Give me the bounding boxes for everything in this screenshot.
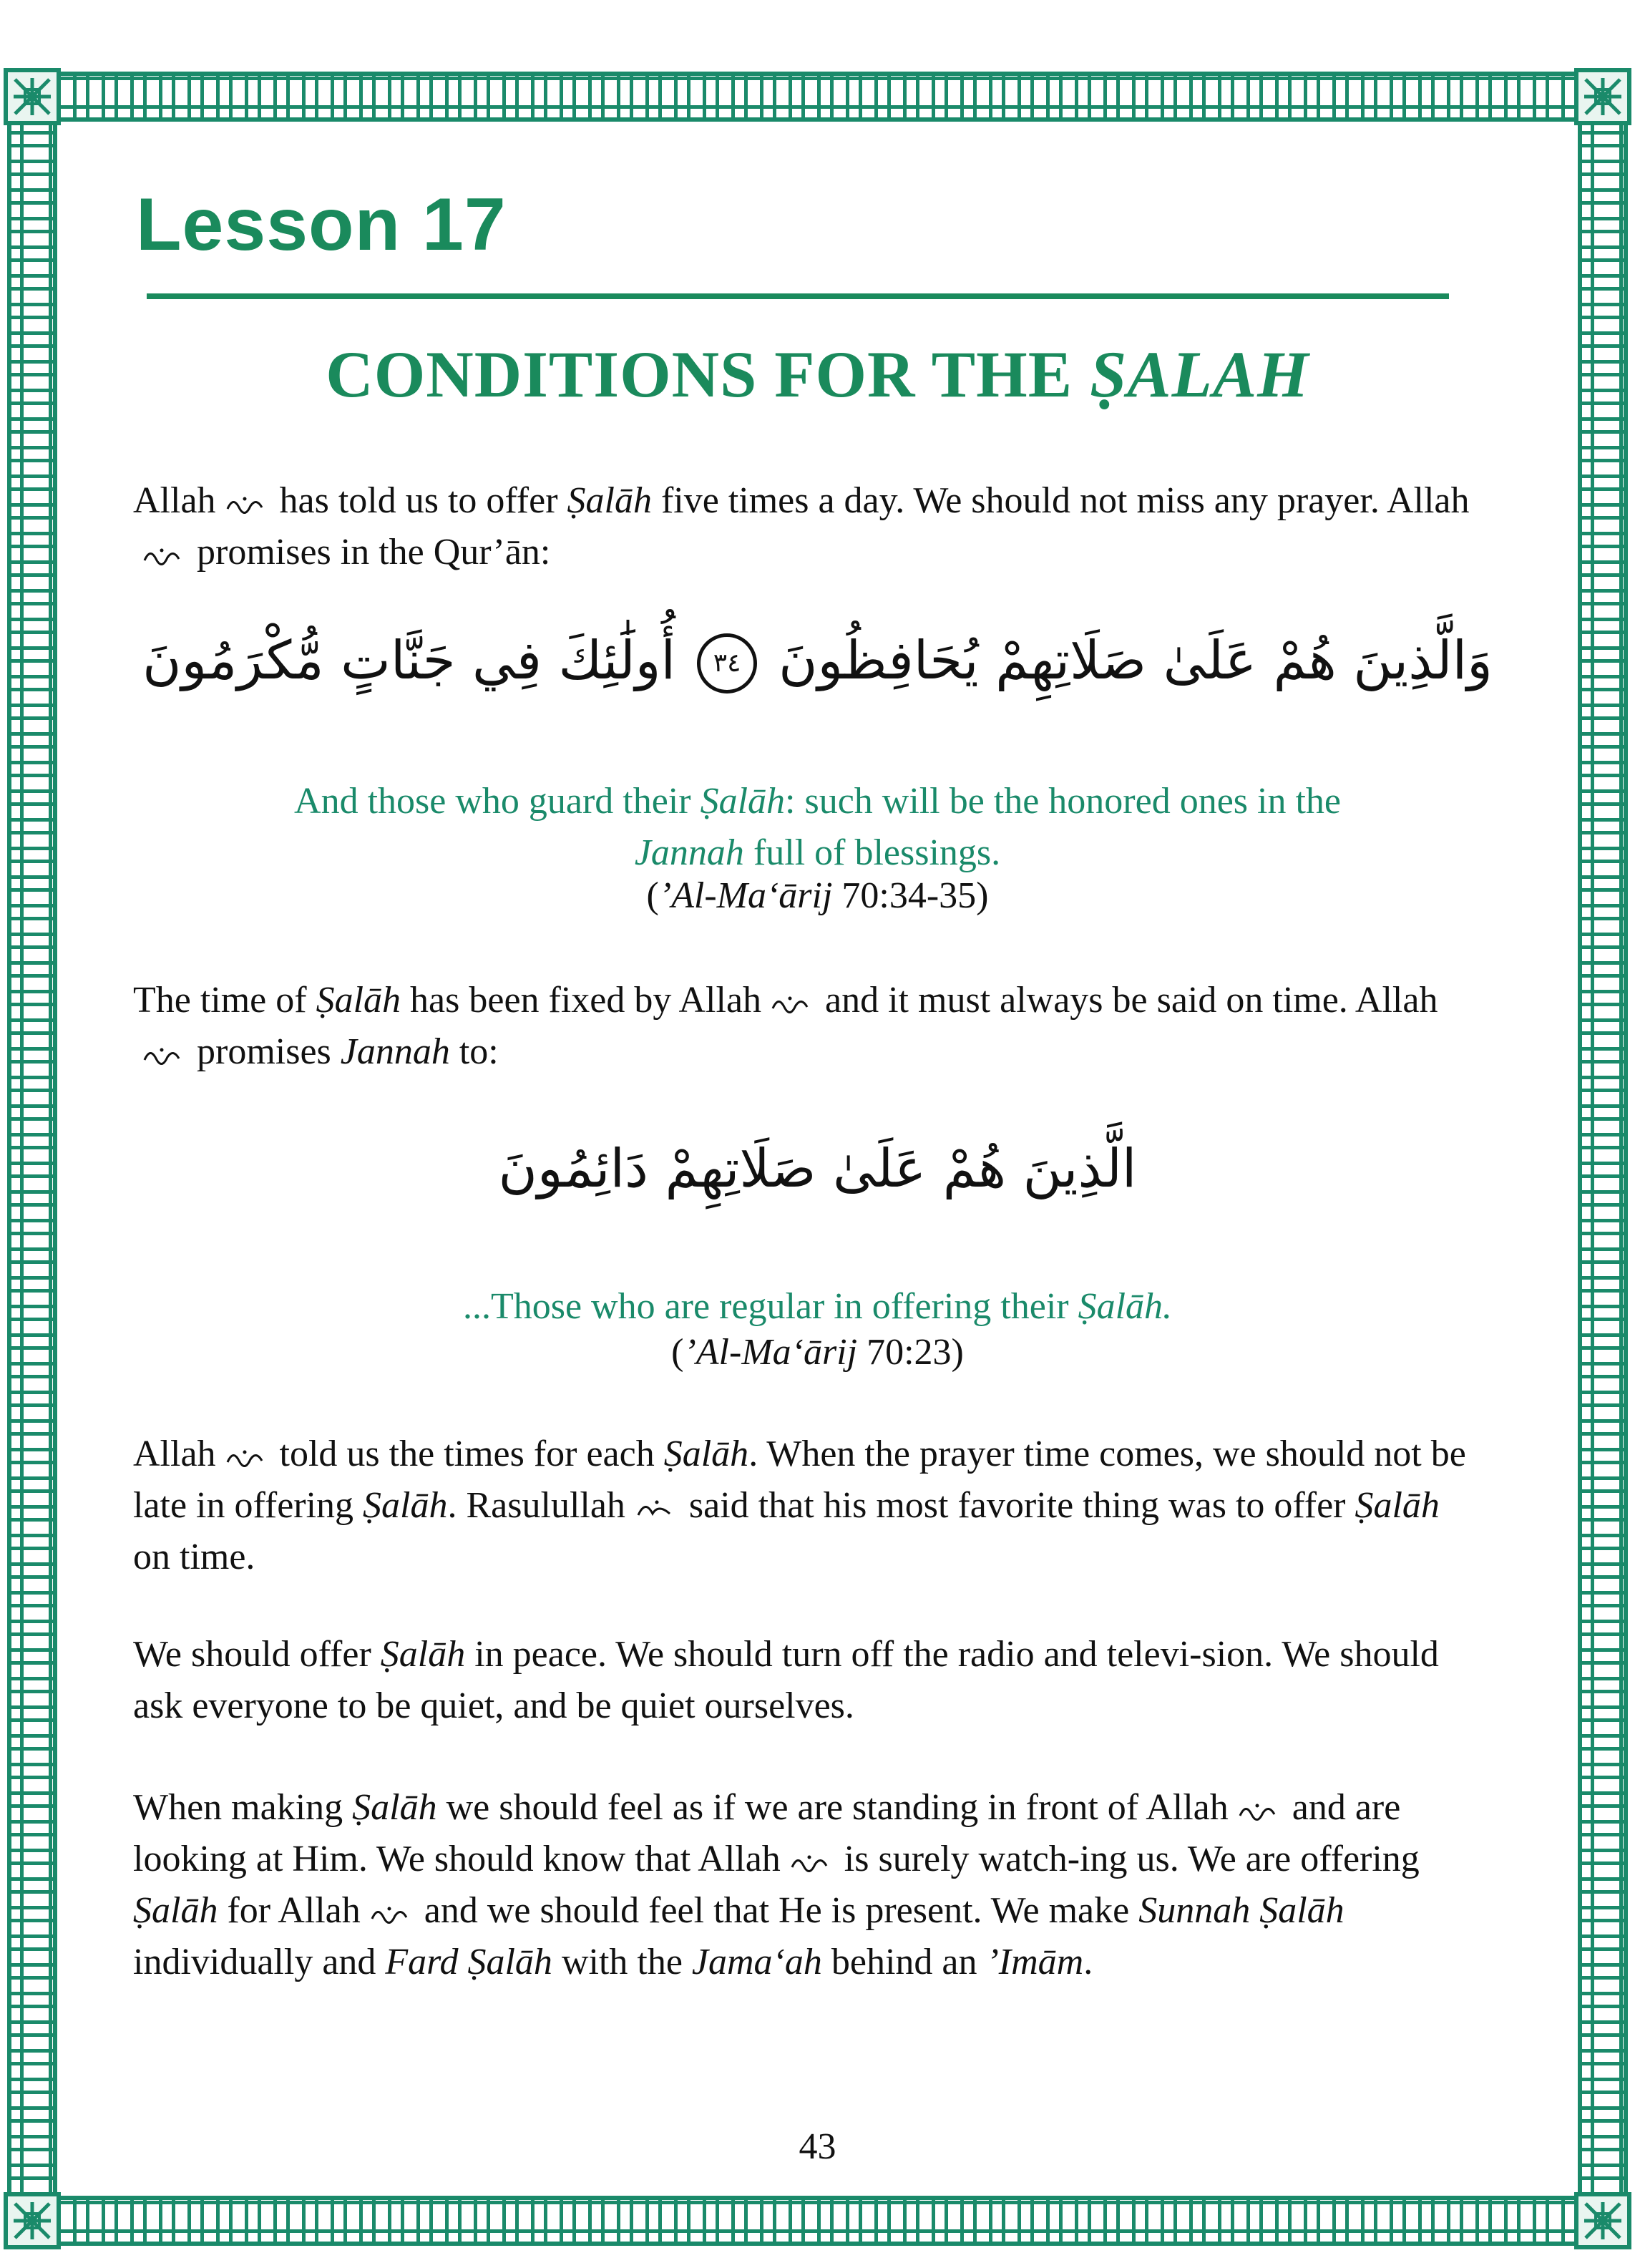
term-salah: Ṣalāh	[363, 1485, 448, 1526]
text: promises in the Qur’ān:	[187, 532, 551, 573]
text: Allah	[133, 1434, 216, 1474]
text: : such will be the honored ones in the	[785, 781, 1341, 822]
term-salah: Ṣalāh	[1355, 1485, 1440, 1526]
honorific-calligraphy-icon	[143, 1044, 180, 1066]
text: .	[1083, 1942, 1093, 1982]
text: said that his most favorite thing was to offer	[679, 1485, 1355, 1526]
corner-ornament-icon	[1574, 2192, 1631, 2249]
text: behind an	[821, 1942, 987, 1982]
term-jannah: Jannah	[340, 1031, 450, 1072]
text: 70:34-35)	[832, 875, 989, 916]
text: The time of	[133, 980, 316, 1021]
honorific-calligraphy-icon	[371, 1903, 408, 1924]
text: and we should feel that He is present. We make	[414, 1890, 1139, 1931]
corner-ornament-icon	[4, 2192, 61, 2249]
text: We should offer	[133, 1634, 381, 1675]
term-sunnah-salah: Sunnah Ṣalāh	[1138, 1890, 1344, 1931]
text: promises	[187, 1031, 341, 1072]
text: Allah	[133, 480, 216, 521]
text: to:	[449, 1031, 499, 1072]
term-fard-salah: Fard Ṣalāh	[385, 1942, 552, 1982]
section-heading	[0, 336, 1635, 412]
corner-ornament-icon	[4, 68, 61, 125]
page-number: 43	[799, 2126, 836, 2167]
heading-text: CONDITIONS FOR THE	[326, 338, 1090, 411]
verse-translation	[0, 1281, 1635, 1333]
text: has told us to offer	[270, 480, 567, 521]
text: (	[671, 1332, 684, 1373]
term-salah: Ṣalāh	[133, 1890, 218, 1931]
surah-name: ’Al-Ma‘ārij	[658, 875, 833, 916]
text: for Allah	[218, 1890, 361, 1931]
verse-reference	[0, 1331, 1635, 1373]
verse-translation	[0, 776, 1635, 879]
text: is surely watch-ing us. We are offering	[834, 1839, 1420, 1879]
surah-name: ’Al-Ma‘ārij	[683, 1332, 858, 1373]
text: and it must always be said on time. Allah	[816, 980, 1438, 1021]
paragraph-presence	[133, 1782, 1478, 1988]
honorific-calligraphy-icon	[791, 1851, 828, 1873]
text: we should feel as if we are standing in front of Allah	[436, 1787, 1229, 1828]
term-salah: Ṣalāh	[567, 480, 652, 521]
text: (	[646, 875, 659, 916]
honorific-calligraphy-icon	[771, 993, 809, 1014]
term-salah: Ṣalāh	[663, 1434, 749, 1474]
paragraph-intro	[133, 475, 1478, 578]
term-salah: Ṣalāh	[316, 980, 401, 1021]
paragraph-peace	[133, 1629, 1478, 1732]
verse-reference	[0, 875, 1635, 917]
arabic-text: وَالَّذِينَ هُمْ عَلَىٰ صَلَاتِهِمْ يُحَافِظُونَ	[779, 630, 1493, 691]
text: five times a day. We should not miss any prayer. Allah	[651, 480, 1470, 521]
term-salah: Ṣalāh	[700, 781, 786, 822]
text: . Rasulullah	[447, 1485, 625, 1526]
text: on time.	[133, 1537, 255, 1577]
honorific-calligraphy-icon	[1239, 1800, 1276, 1821]
ayah-number-marker: ٣٤	[697, 633, 757, 693]
corner-ornament-icon	[1574, 68, 1631, 125]
honorific-calligraphy-icon	[226, 1446, 263, 1468]
text: and are looking at Him. We should know that Allah	[133, 1787, 1401, 1879]
term-salah: Ṣalāh	[352, 1787, 437, 1828]
text: ...Those who are regular in offering their	[462, 1286, 1078, 1327]
text: individually and	[133, 1942, 386, 1982]
text: When making	[133, 1787, 353, 1828]
decorative-border-top	[57, 72, 1578, 122]
text: told us the times for each	[270, 1434, 664, 1474]
arabic-text: أُولَٰئِكَ فِي جَنَّاتٍ مُّكْرَمُونَ	[142, 630, 676, 691]
quran-verse-arabic: الَّذِينَ هُمْ عَلَىٰ صَلَاتِهِمْ دَائِمُونَ	[498, 1138, 1137, 1199]
honorific-calligraphy-icon	[226, 493, 263, 515]
text: has been fixed by Allah	[401, 980, 762, 1021]
text: And those who guard their	[294, 781, 701, 822]
paragraph-time	[133, 975, 1478, 1078]
title-rule	[147, 293, 1449, 299]
term-jannah: Jannah	[634, 832, 744, 873]
paragraph-times	[133, 1429, 1478, 1583]
decorative-border-bottom	[57, 2196, 1578, 2246]
text: full of blessings.	[743, 832, 1001, 873]
term-salah: Ṣalāh.	[1078, 1286, 1173, 1327]
text: in peace. We should turn off the radio and televi-sion. We should ask everyone to be quiet, and be quiet ourselves.	[133, 1634, 1439, 1726]
text: with the	[552, 1942, 692, 1982]
term-imam: ’Imām	[986, 1942, 1084, 1982]
text: 70:23)	[857, 1332, 964, 1373]
heading-italic: ṢALAH	[1090, 338, 1309, 411]
text: . When the prayer time comes, we should not be late in offering	[133, 1434, 1466, 1526]
salawat-calligraphy-icon	[635, 1498, 673, 1519]
honorific-calligraphy-icon	[143, 545, 180, 566]
lesson-title: Lesson 17	[136, 183, 507, 266]
term-jamaah: Jama‘ah	[691, 1942, 822, 1982]
quran-verse-arabic	[0, 630, 1635, 693]
term-salah: Ṣalāh	[380, 1634, 466, 1675]
